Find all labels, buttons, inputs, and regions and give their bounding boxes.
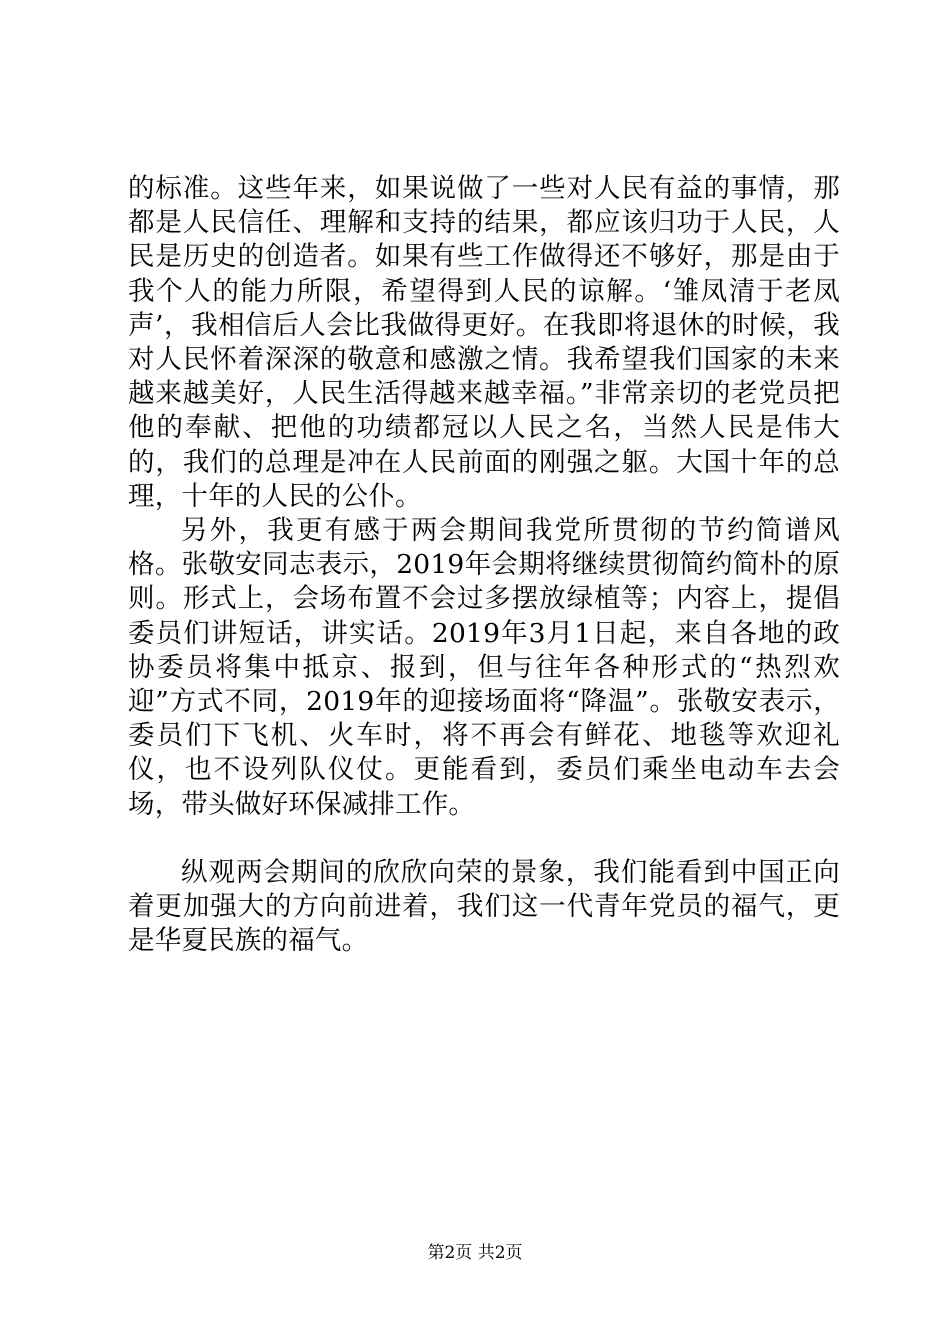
- document-body: [128, 172, 840, 958]
- paragraph-conclusion: 纵观两会期间的欣欣向荣的景象，我们能看到中国正向着更加强大的方向前进着，我们这一代青年党员的福气，更是华夏民族的福气。: [128, 856, 840, 957]
- paragraph-continuation: 的标准。这些年来，如果说做了一些对人民有益的事情，那都是人民信任、理解和支持的结果，都应该归功于人民，人民是历史的创造者。如果有些工作做得还不够好，那是由于我个人的能力所限，希望得到人民的谅解。‘雏凤清于老凤声’，我相信后人会比我做得更好。在我即将退休的时候，我对人民怀着深深的敬意和感激之情。我希望我们国家的未来越来越美好，人民生活得越来越幸福。”非常亲切的老党员把他的奉献、把他的功绩都冠以人民之名，当然人民是伟大的，我们的总理是冲在人民前面的刚强之躯。大国十年的总理，十年的人民的公仆。: [128, 173, 840, 512]
- paragraph-frugality: 另外，我更有感于两会期间我党所贯彻的节约简谱风格。张敬安同志表示，2019年会期将继续贯彻简约简朴的原则。形式上，会场布置不会过多摆放绿植等；内容上，提倡委员们讲短话，讲实话。2019年3月1日起，来自各地的政协委员将集中抵京、报到，但与往年各种形式的“热烈欢迎”方式不同，2019年的迎接场面将“降温”。张敬安表示，委员们下飞机、火车时，将不再会有鲜花、地毯等欢迎礼仪，也不设列队仪仗。更能看到，委员们乘坐电动车去会场，带头做好环保减排工作。: [128, 515, 840, 820]
- page-number-footer: 第2页 共2页: [427, 1243, 523, 1263]
